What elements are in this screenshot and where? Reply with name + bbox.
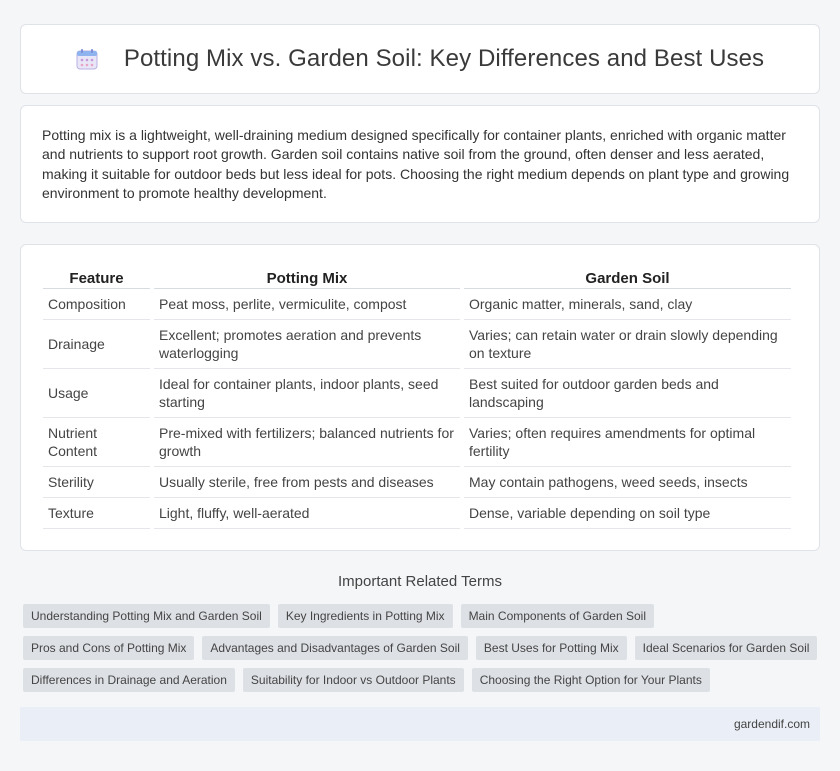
feature-cell: Texture (43, 498, 150, 529)
related-term-tag[interactable]: Ideal Scenarios for Garden Soil (635, 636, 818, 660)
garden-soil-cell: Varies; often requires amendments for optimal fertility (464, 418, 791, 467)
table-row (43, 467, 791, 498)
comparison-table (39, 263, 795, 529)
feature-cell: Sterility (43, 467, 150, 498)
page-title: Potting Mix vs. Garden Soil: Key Differences and Best Uses (123, 45, 765, 72)
footer (20, 707, 820, 741)
garden-soil-cell: Organic matter, minerals, sand, clay (464, 289, 791, 320)
comparison-table-card (20, 244, 820, 551)
garden-soil-cell: Dense, variable depending on soil type (464, 498, 791, 529)
related-term-tag[interactable]: Advantages and Disadvantages of Garden Soil (202, 636, 468, 660)
tag-row (23, 668, 823, 692)
feature-cell: Drainage (43, 320, 150, 369)
table-header-row (43, 263, 791, 289)
related-term-tag[interactable]: Key Ingredients in Potting Mix (278, 604, 453, 628)
potting-mix-cell: Peat moss, perlite, vermiculite, compost (154, 289, 460, 320)
related-term-tag[interactable]: Understanding Potting Mix and Garden Soil (23, 604, 270, 628)
header-card (20, 24, 820, 94)
related-term-tag[interactable]: Suitability for Indoor vs Outdoor Plants (243, 668, 464, 692)
related-terms-list (23, 604, 823, 700)
table-row (43, 418, 791, 467)
related-terms-heading: Important Related Terms (338, 573, 502, 590)
potting-mix-cell: Ideal for container plants, indoor plants, seed starting (154, 369, 460, 418)
potting-mix-cell: Light, fluffy, well-aerated (154, 498, 460, 529)
intro-paragraph: Potting mix is a lightweight, well-draining medium designed specifically for container plants, enriched with organic matter and nutrients to support root growth. Garden soil contains native soil from the ground, often denser and less aerated, making it suitable for outdoor beds but less ideal for pots. Choosing the right medium depends on plant type and growing environment to promote healthy development. (42, 127, 790, 202)
related-term-tag[interactable]: Best Uses for Potting Mix (476, 636, 627, 660)
related-term-tag[interactable]: Pros and Cons of Potting Mix (23, 636, 194, 660)
garden-soil-cell: Best suited for outdoor garden beds and landscaping (464, 369, 791, 418)
intro-card (20, 105, 820, 223)
feature-cell: Composition (43, 289, 150, 320)
feature-cell: Usage (43, 369, 150, 418)
related-term-tag[interactable]: Differences in Drainage and Aeration (23, 668, 235, 692)
table-row (43, 289, 791, 320)
related-term-tag[interactable]: Main Components of Garden Soil (461, 604, 654, 628)
potting-mix-cell: Usually sterile, free from pests and diseases (154, 467, 460, 498)
tag-row (23, 636, 823, 660)
column-header-potting-mix: Potting Mix (154, 263, 460, 289)
column-header-feature: Feature (43, 263, 150, 289)
related-term-tag[interactable]: Choosing the Right Option for Your Plants (472, 668, 710, 692)
table-row (43, 369, 791, 418)
garden-soil-cell: Varies; can retain water or drain slowly depending on texture (464, 320, 791, 369)
potting-mix-cell: Pre-mixed with fertilizers; balanced nutrients for growth (154, 418, 460, 467)
feature-cell: Nutrient Content (43, 418, 150, 467)
garden-soil-cell: May contain pathogens, weed seeds, insects (464, 467, 791, 498)
tag-row (23, 604, 823, 628)
column-header-garden-soil: Garden Soil (464, 263, 791, 289)
footer-site-link[interactable]: gardendif.com (733, 717, 810, 731)
calendar-icon (76, 48, 98, 70)
table-row (43, 498, 791, 529)
table-row (43, 320, 791, 369)
potting-mix-cell: Excellent; promotes aeration and prevents waterlogging (154, 320, 460, 369)
